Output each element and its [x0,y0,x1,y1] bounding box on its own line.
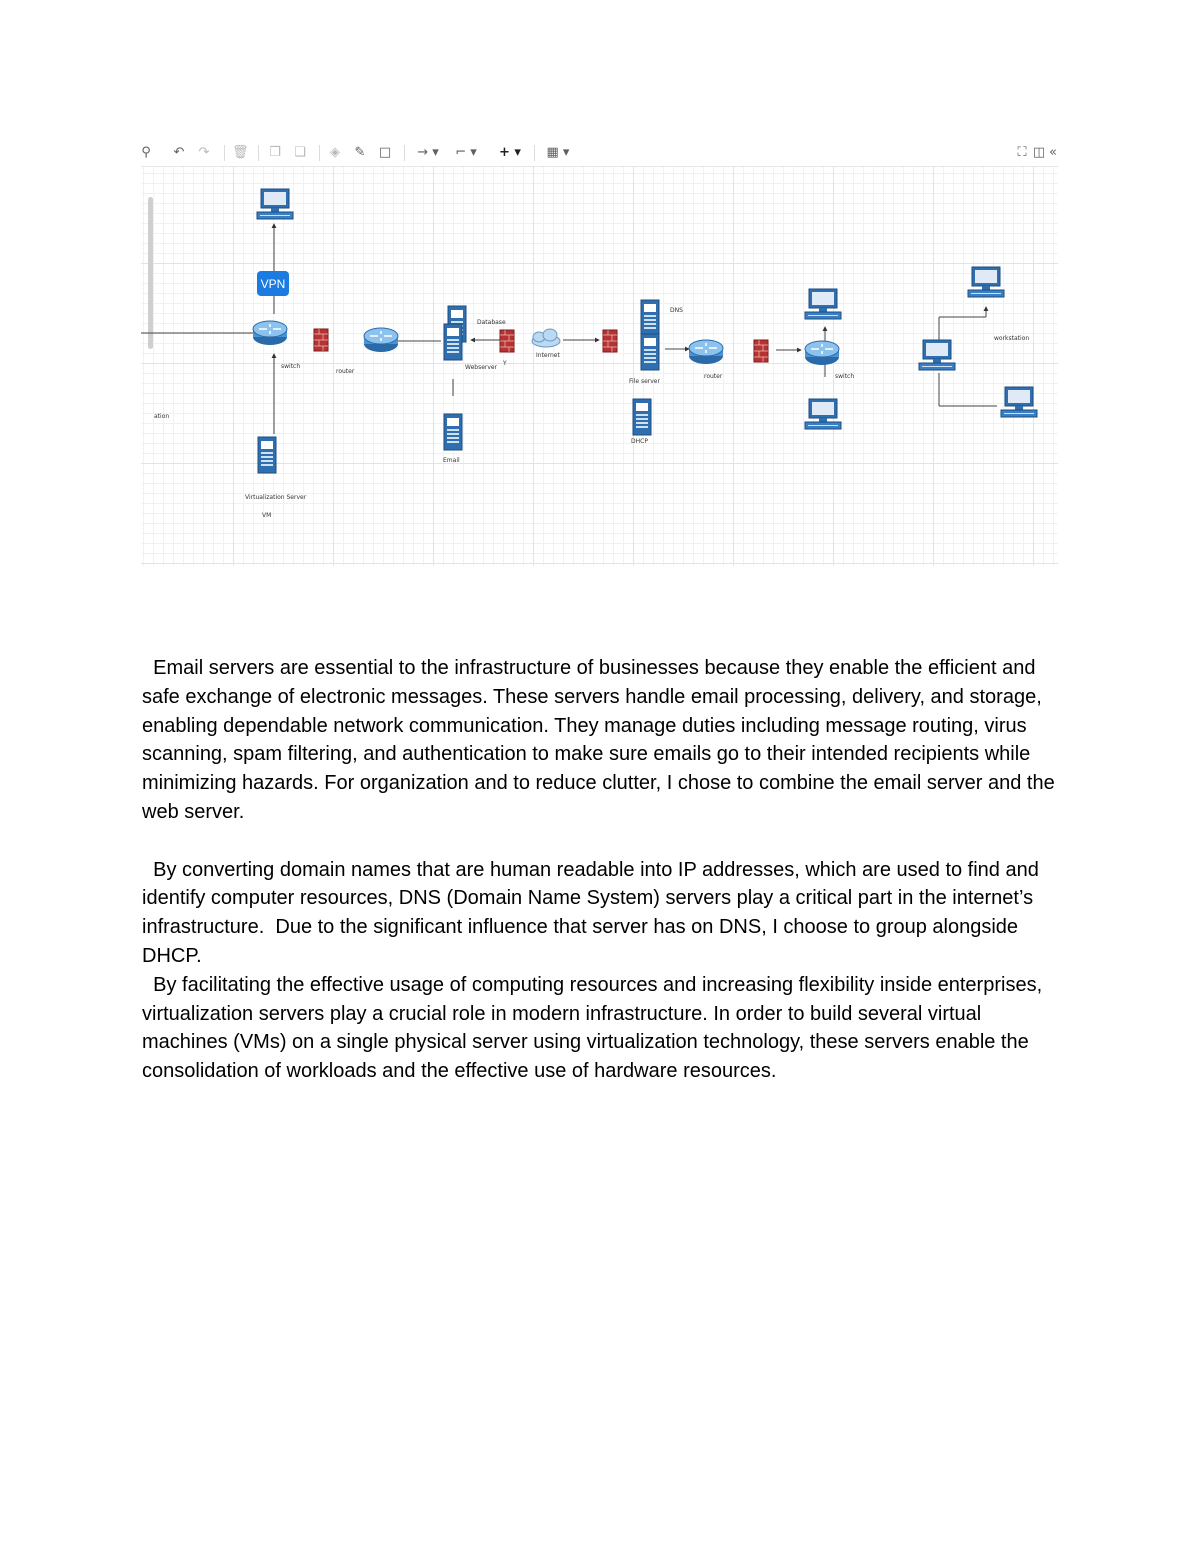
vpn-node [257,271,289,296]
firewall-icon [500,330,514,352]
document-body [142,654,1062,1086]
virtualization-server-icon [258,437,276,473]
firewall-icon [603,330,617,352]
plus-icon[interactable]: + ▾ [499,145,521,160]
toolbar-separator [404,145,405,161]
undo-icon[interactable]: ↶ [173,145,185,160]
workstation-icon [1001,387,1037,417]
workstation-icon [968,267,1004,297]
remote-workstation-icon [257,189,293,219]
workstation-icon [919,340,955,370]
fill-color-icon[interactable]: ◈ [330,145,340,160]
paragraph-dns-servers: By converting domain names that are human readable into IP addresses, which are used to find and identify computer resources, DNS (Domain Name System) servers play a critical part in the internet’s infrastructure. Due to the significant influence that server has on DNS, I choose to group alongside DHCP. [142,858,1045,967]
fullscreen-icon[interactable]: ⛶ [1017,145,1027,160]
workstation-icon [805,289,841,319]
to-back-icon[interactable]: ❏ [294,145,306,160]
line-color-icon[interactable]: ✎ [354,145,366,160]
zoom-icon[interactable]: ⚲ [141,145,151,160]
webserver-tag-label: Y [503,360,507,367]
switch-label: switch [281,363,301,370]
webserver-icon [444,324,462,360]
svg-text:VPN: VPN [260,277,286,291]
virtualization-server-label: Virtualization Server [245,494,307,501]
router-icon [364,328,398,352]
diagram-canvas[interactable] [141,167,1058,566]
partial-left-label: ation [154,413,170,420]
redo-icon[interactable]: ↷ [198,145,210,160]
email-server-icon [444,414,462,450]
dns-label: DNS [670,307,683,314]
workstation-label: workstation [994,335,1030,342]
paragraph-virtualization-servers: By facilitating the effective usage of computing resources and increasing flexibility inside enterprises, virtualization servers play a crucial role in modern infrastructure. In order to build several virtual machines (VMs) on a single physical server using virtualization technology, these servers enable the consolidation of workloads and the effective use of hardware resources. [142,973,1048,1083]
trash-icon[interactable]: 🗑 [232,145,249,160]
switch-icon [253,321,287,345]
router-icon [689,340,723,364]
toolbar-separator [319,145,320,161]
diagram-screenshot [141,140,1058,566]
router-label: router [704,373,723,380]
switch-icon [805,341,839,365]
to-front-icon[interactable]: ❐ [269,145,281,160]
connection-arrow-icon[interactable]: → ▾ [417,145,439,160]
firewall-icon [754,340,768,362]
network-diagram [141,167,1058,566]
webserver-label: Webserver [465,364,498,371]
internet-cloud-icon [532,329,560,347]
paragraph-email-servers: Email servers are essential to the infrastructure of businesses because they enable the efficient and safe exchange of electronic messages. These servers handle email processing, delivery, and storage, enabling dependable network communication. They manage duties including message routing, virus scanning, spam filtering, and authentication to make sure emails go to their intended recipients while minimizing hazards. For organization and to reduce clutter, I chose to combine the email server and the web server. [142,657,1061,823]
firewall-icon [314,329,328,351]
dhcp-server-icon [633,399,651,435]
dns-server-icon [641,300,659,336]
router-label: router [336,368,355,375]
database-label: Database [477,319,506,326]
workstation-icon [805,399,841,429]
toolbar-separator [258,145,259,161]
table-icon[interactable]: ▦ ▾ [546,145,570,160]
dhcp-label: DHCP [631,438,648,445]
file-server-icon [641,334,659,370]
diagram-toolbar [141,140,1058,167]
collapse-icon[interactable]: « [1049,145,1057,160]
switch-label: switch [835,373,855,380]
shadow-icon[interactable]: □ [378,145,392,160]
vm-label: VM [262,512,272,519]
format-panel-icon[interactable]: ◫ [1032,145,1046,160]
email-label: Email [443,457,460,464]
toolbar-separator [224,145,225,161]
file-server-label: File server [629,378,660,385]
toolbar-separator [534,145,535,161]
waypoint-icon[interactable]: ⌐ ▾ [455,145,477,160]
internet-label: Internet [536,352,560,359]
